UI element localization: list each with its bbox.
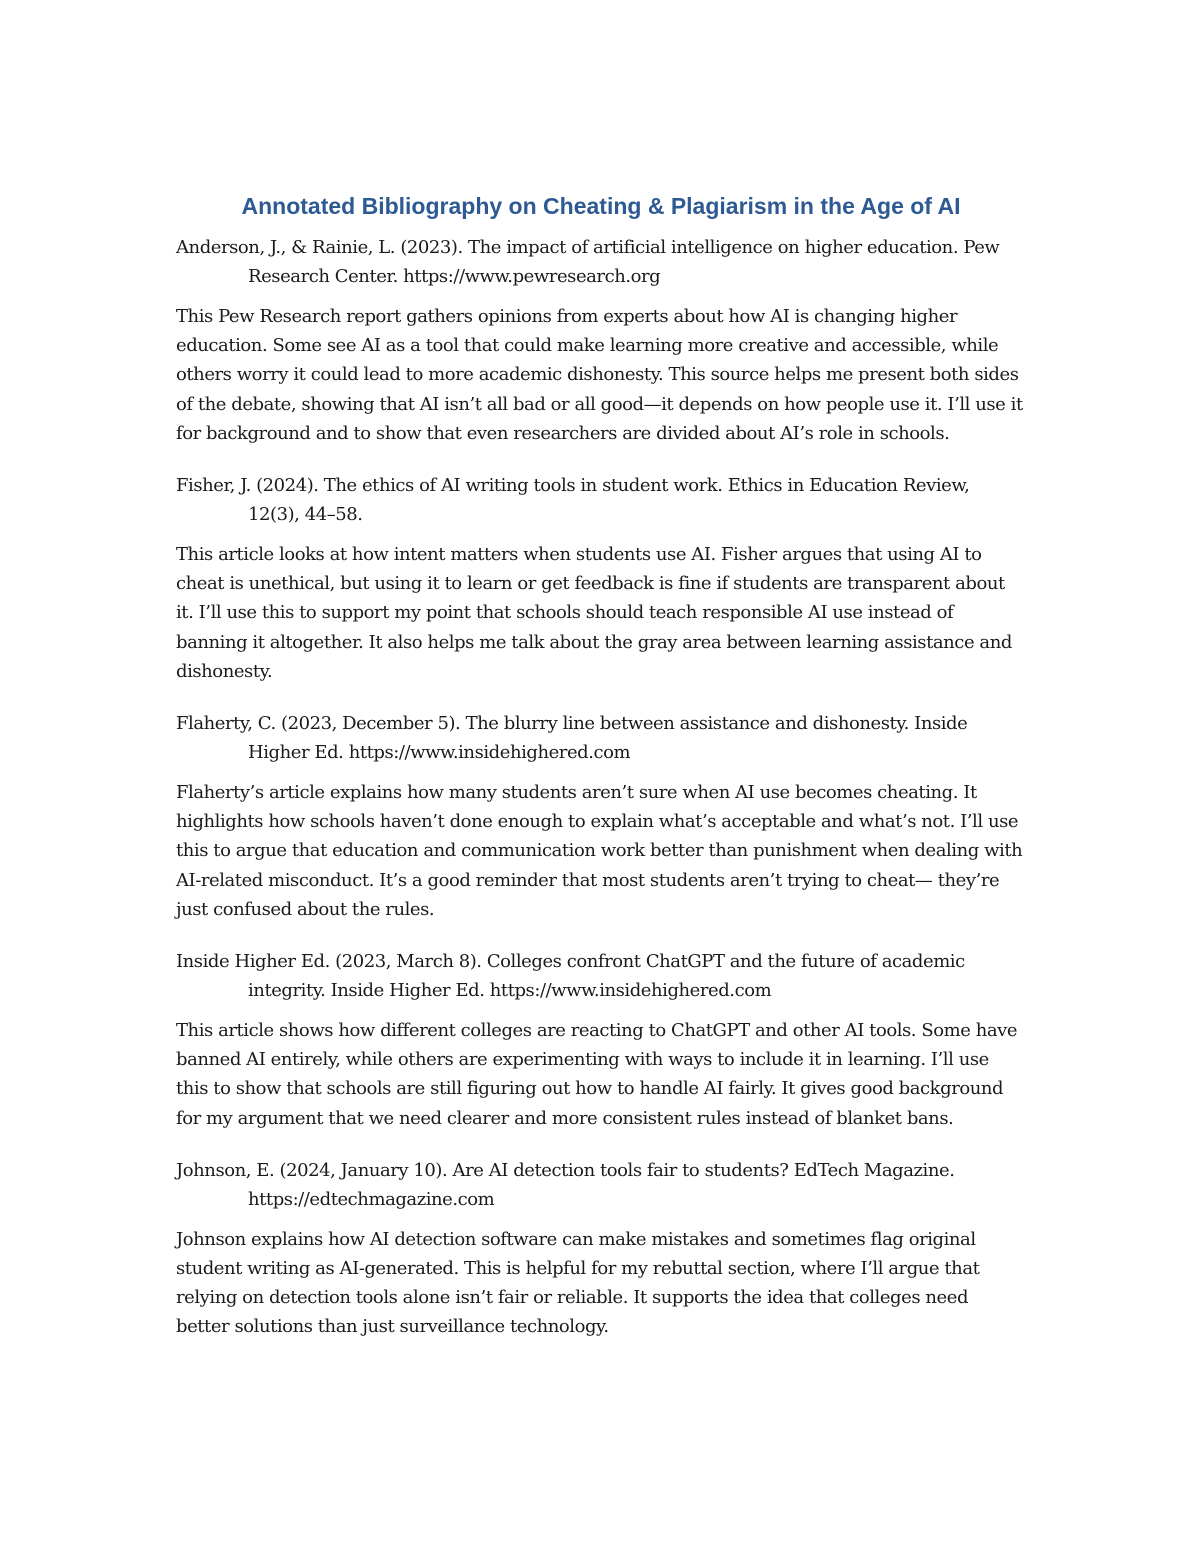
annotation-johnson: Johnson explains how AI detection software can make mistakes and sometimes flag original student writing as AI-generated. This is helpful for my rebuttal section, where I’ll argue that relying on detection tools alone isn’t fair or reliable. It supports the idea that colleges need better solutions than just surveillance technology. (176, 1228, 980, 1338)
citation-fisher: Fisher, J. (2024). The ethics of AI writing tools in student work. Ethics in Education Review, 12(3), 44–58. (176, 475, 970, 526)
citation-inside-higher-ed: Inside Higher Ed. (2023, March 8). Colleges confront ChatGPT and the future of academic integrity. Inside Higher Ed. https://www.insidehighered.com (176, 951, 965, 1002)
annotation-fisher: This article looks at how intent matters when students use AI. Fisher argues that using AI to cheat is unethical, but using it to learn or get feedback is fine if students are transparent about it. I’ll use this to support my point that schools should teach responsible AI use instead of banning it altogether. It also helps me talk about the gray area between learning assistance and dishonesty. (176, 544, 1012, 682)
citation-johnson: Johnson, E. (2024, January 10). Are AI detection tools fair to students? EdTech Magazine. https://edtechmagazine.com (176, 1159, 955, 1210)
document-page (176, 188, 1026, 1365)
page-title: Annotated Bibliography on Cheating & Plagiarism in the Age of AI (241, 193, 961, 219)
annotation-anderson: This Pew Research report gathers opinions from experts about how AI is changing higher education. Some see AI as a tool that could make learning more creative and accessible, while others worry it could lead to more academic dishonesty. This source helps me present both sides of the debate, showing that AI isn’t all bad or all good—it depends on how people use it. I’ll use it for background and to show that even researchers are divided about AI’s role in schools. (176, 306, 1023, 444)
citation-flaherty: Flaherty, C. (2023, December 5). The blurry line between assistance and dishonesty. Inside Higher Ed. https://www.insidehighered.com (176, 713, 968, 764)
annotation-inside-higher-ed: This article shows how different colleges are reacting to ChatGPT and other AI tools. Some have banned AI entirely, while others are experimenting with ways to include it in learning. I’ll use this to show that schools are still figuring out how to handle AI fairly. It gives good background for my argument that we need clearer and more consistent rules instead of blanket bans. (176, 1020, 1018, 1129)
citation-anderson: Anderson, J., & Rainie, L. (2023). The impact of artificial intelligence on higher education. Pew Research Center. https://www.pewresearch.org (176, 237, 1000, 287)
annotation-flaherty: Flaherty’s article explains how many students aren’t sure when AI use becomes cheating. It highlights how schools haven’t done enough to explain what’s acceptable and what’s not. I’ll use this to argue that education and communication work better than punishment when dealing with AI-related misconduct. It’s a good reminder that most students aren’t trying to cheat— they’re just confused about the rules. (176, 782, 1023, 920)
